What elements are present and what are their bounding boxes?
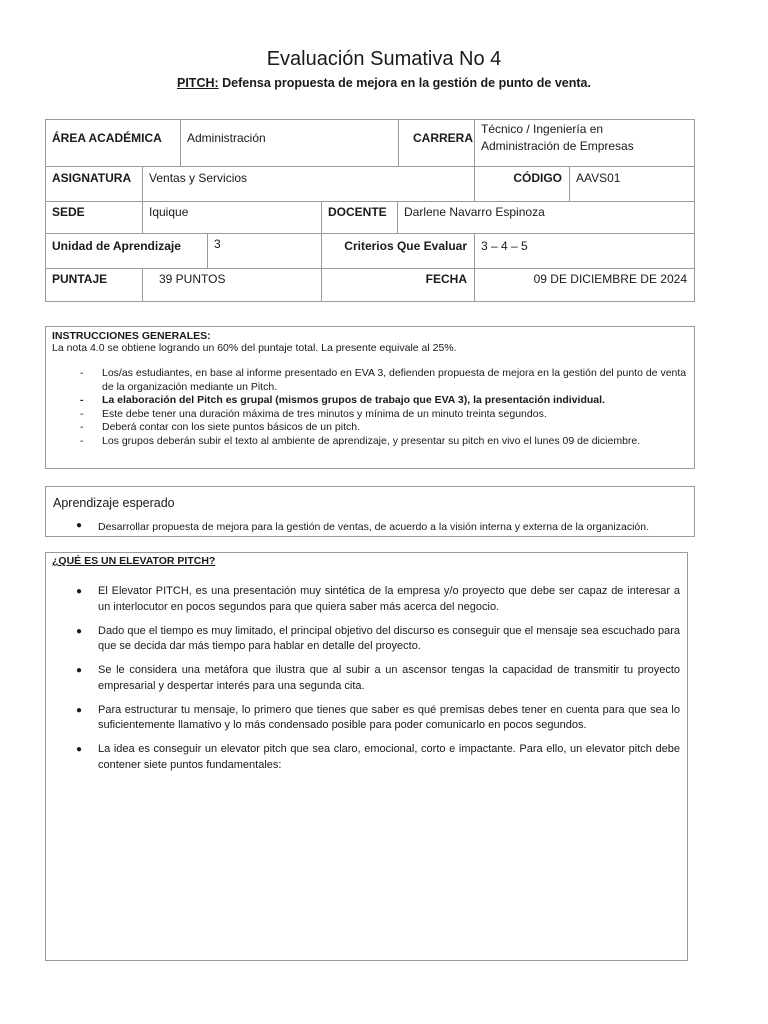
list-item-text: El Elevator PITCH, es una presentación muy sintética de la empresa y/o proyecto que debe ser capaz de interesar a un interlocutor en pocos segundos para que quiera saber más acerca del negocio.	[98, 585, 680, 613]
carrera-value	[474, 119, 695, 167]
bullet-icon: ●	[76, 704, 83, 716]
list-item-text: Se le considera una metáfora que ilustra que al subir a un ascensor tengas la capacidad de transmitir tu proyecto empresarial y despertar interés para una segunda cita.	[98, 664, 680, 692]
subtitle-prefix: PITCH:	[177, 76, 219, 90]
instructions-heading: INSTRUCCIONES GENERALES:	[52, 330, 211, 342]
criterios-label: Criterios Que Evaluar	[321, 233, 475, 269]
docente-value: Darlene Navarro Espinoza	[397, 201, 695, 234]
elevator-list	[46, 584, 689, 782]
asignatura-label: ASIGNATURA	[45, 166, 143, 202]
codigo-value: AAVS01	[569, 166, 695, 202]
list-item	[46, 663, 689, 694]
fecha-label: FECHA	[321, 268, 475, 302]
list-item	[46, 584, 689, 615]
bullet-icon: ●	[76, 665, 83, 676]
bullet-icon: ●	[76, 625, 83, 637]
bullet-icon: ●	[76, 520, 83, 531]
instructions-intro: La nota 4.0 se obtiene logrando un 60% del puntaje total. La presente equivale al 25%.	[52, 342, 457, 354]
codigo-label: CÓDIGO	[474, 166, 570, 202]
list-item: - Deberá contar con los siete puntos básicos de un pitch.	[52, 421, 688, 435]
aprendizaje-heading: Aprendizaje esperado	[53, 496, 175, 510]
bullet-icon: ●	[76, 586, 83, 597]
list-item-text: Dado que el tiempo es muy limitado, el principal objetivo del discurso es conseguir que el mensaje sea escuchado para que se decida dar más tiempo para hablar en detalle del proyecto.	[98, 624, 680, 652]
area-label: ÁREA ACADÉMICA	[45, 119, 181, 167]
list-item: - Este debe tener una duración máxima de tres minutos y mínima de un minuto treinta segundos.	[52, 408, 688, 422]
document-subtitle	[0, 76, 768, 90]
list-item	[46, 742, 689, 773]
sede-label: SEDE	[45, 201, 143, 234]
list-item	[46, 703, 689, 734]
list-item-text: La idea es conseguir un elevator pitch que sea claro, emocional, corto e impactante. Para ello, un elevator pitch debe contener siete puntos fundamentales:	[98, 743, 680, 771]
area-value: Administración	[180, 119, 399, 167]
list-item: - La elaboración del Pitch es grupal (mismos grupos de trabajo que EVA 3), la presentación individual.	[52, 394, 688, 408]
puntaje-value: 39 PUNTOS	[142, 268, 322, 302]
list-item	[46, 624, 689, 655]
criterios-value: 3 – 4 – 5	[474, 233, 695, 269]
instructions-list	[52, 367, 688, 448]
sede-value: Iquique	[142, 201, 322, 234]
list-item: - Los/as estudiantes, en base al informe presentado en EVA 3, defienden propuesta de mejora en la gestión del punto de venta de la organización mediante un Pitch.	[52, 367, 688, 394]
aprendizaje-item: Desarrollar propuesta de mejora para la gestión de ventas, de acuerdo a la visión interna y externa de la organización.	[98, 521, 649, 533]
fecha-value: 09 DE DICIEMBRE DE 2024	[474, 268, 695, 302]
subtitle-text: Defensa propuesta de mejora en la gestión de punto de venta.	[218, 76, 591, 90]
list-item-text: Para estructurar tu mensaje, lo primero que tienes que saber es qué premisas debes tener en cuenta para que sea lo suficientemente llamativo y lo más condensado posible para poder comunicarlo en pocos segundos.	[98, 703, 680, 731]
document-title: Evaluación Sumativa No 4	[266, 48, 502, 70]
puntaje-label: PUNTAJE	[45, 268, 143, 302]
instructions-box	[45, 326, 695, 469]
carrera-label: CARRERA	[398, 119, 475, 167]
carrera-value-line2: Administración de Empresas	[481, 139, 634, 153]
elevator-pitch-box	[45, 552, 688, 961]
bullet-icon: ●	[76, 744, 83, 755]
unidad-label: Unidad de Aprendizaje	[45, 233, 208, 269]
elevator-heading: ¿QUÉ ES UN ELEVATOR PITCH?	[52, 555, 216, 567]
list-item: - Los grupos deberán subir el texto al ambiente de aprendizaje, y presentar su pitch en vivo el lunes 09 de diciembre.	[52, 435, 688, 449]
carrera-value-line1: Técnico / Ingeniería en	[481, 122, 604, 136]
aprendizaje-box	[45, 486, 695, 537]
unidad-value: 3	[207, 233, 322, 269]
asignatura-value: Ventas y Servicios	[142, 166, 475, 202]
docente-label: DOCENTE	[321, 201, 398, 234]
